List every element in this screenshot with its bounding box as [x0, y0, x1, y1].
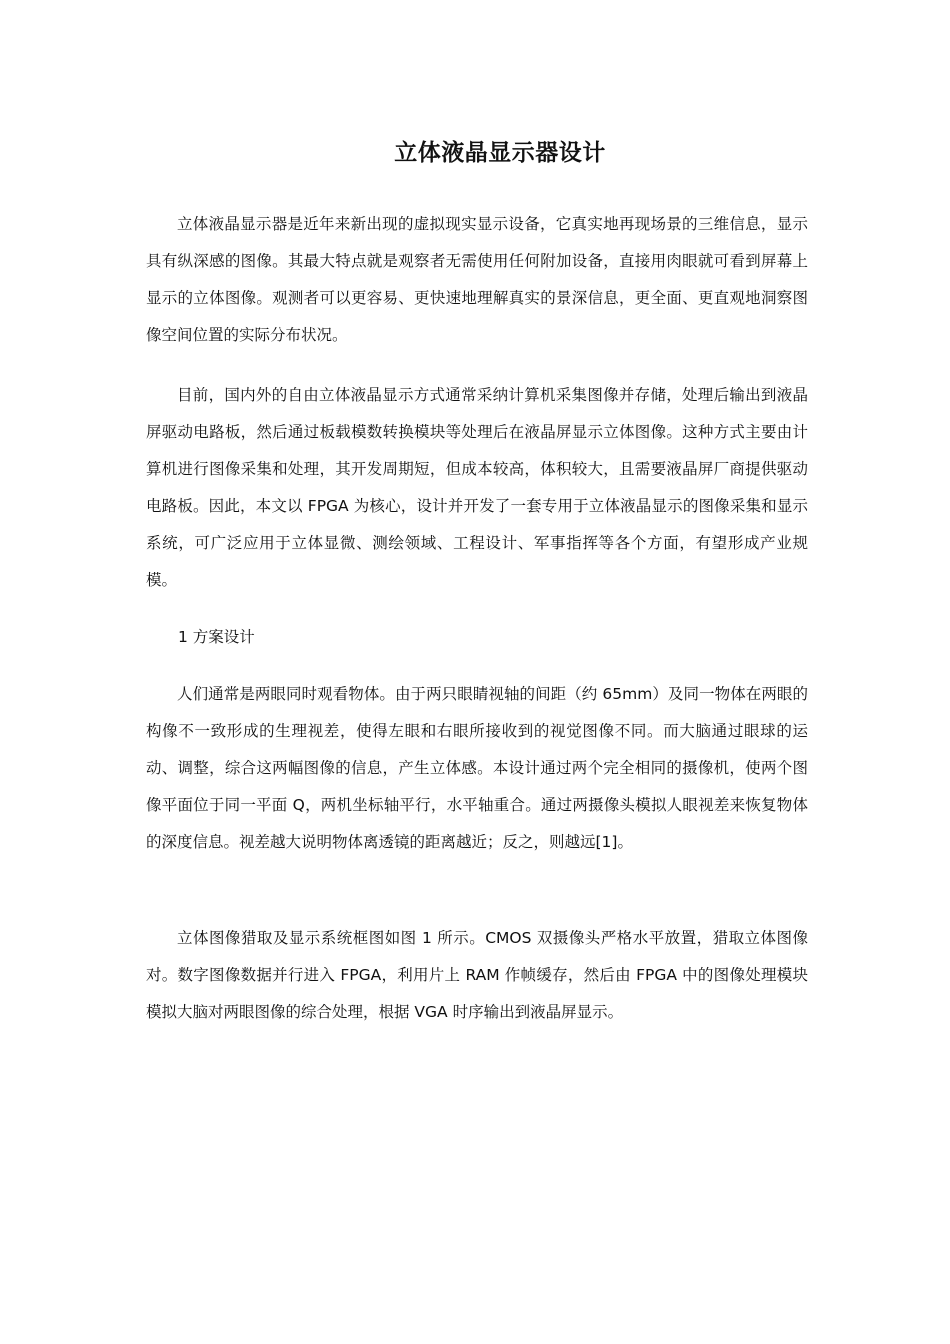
- paragraph-intro: 立体液晶显示器是近年来新出现的虚拟现实显示设备，它真实地再现场景的三维信息，显示具有纵深感的图像。其最大特点就是观察者无需使用任何附加设备，直接用肉眼就可看到屏幕上显示的立体图像。观测者可以更容易、更快速地理解真实的景深信息，更全面、更直观地洞察图像空间位置的实际分布状况。: [146, 215, 808, 344]
- section-heading: 1 方案设计: [178, 628, 255, 646]
- paragraph-background: 目前，国内外的自由立体液晶显示方式通常采纳计算机采集图像并存储，处理后输出到液晶屏驱动电路板，然后通过板载模数转换模块等处理后在液晶屏显示立体图像。这种方式主要由计算机进行图像采集和处理，其开发周期短，但成本较高，体积较大，且需要液晶屏厂商提供驱动电路板。因此，本文以 FPGA 为核心，设计并开发了一套专用于立体液晶显示的图像采集和显示系统，可广泛应用于立体显微、测绘领域、工程设计、军事指挥等各个方面，有望形成产业规模。: [146, 386, 808, 589]
- paragraph-system: 立体图像猎取及显示系统框图如图 1 所示。CMOS 双摄像头严格水平放置，猎取立体图像对。数字图像数据并行进入 FPGA，利用片上 RAM 作帧缓存，然后由 FPGA 中的图像处理模块模拟大脑对两眼图像的综合处理，根据 VGA 时序输出到液晶屏显示。: [146, 929, 808, 1021]
- paragraph-principle: 人们通常是两眼同时观看物体。由于两只眼睛视轴的间距（约 65mm）及同一物体在两眼的构像不一致形成的生理视差，使得左眼和右眼所接收到的视觉图像不同。而大脑通过眼球的运动、调整，综合这两幅图像的信息，产生立体感。本设计通过两个完全相同的摄像机，使两个图像平面位于同一平面 Q，两机坐标轴平行，水平轴重合。通过两摄像头模拟人眼视差来恢复物体的深度信息。视差越大说明物体离透镜的距离越近；反之，则越远[1]。: [146, 685, 808, 851]
- document-title: 立体液晶显示器设计: [394, 139, 606, 166]
